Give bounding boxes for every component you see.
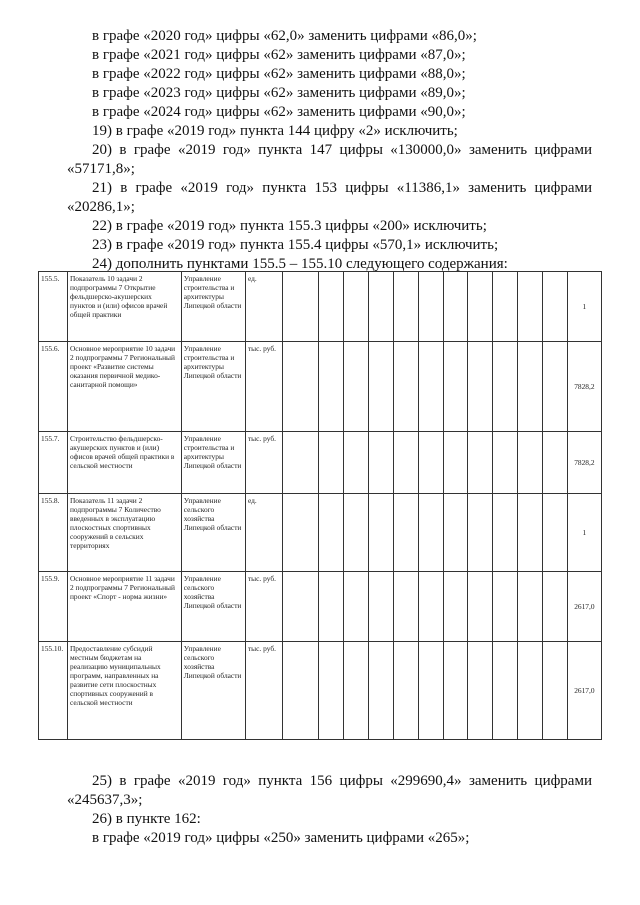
- item-number: 155.8.: [39, 494, 68, 572]
- empty-cell: [468, 494, 493, 572]
- empty-cell: [319, 494, 344, 572]
- empty-cell: [542, 494, 567, 572]
- table-row: [39, 272, 602, 342]
- empty-cell: [443, 432, 468, 494]
- empty-cell: [542, 342, 567, 432]
- item-name: Основное мероприятие 10 задачи 2 подпрограммы 7 Региональный проект «Развитие системы оказания первичной медико-санитарной помощи»: [67, 342, 181, 432]
- empty-cell: [418, 572, 443, 642]
- item-unit: ед.: [245, 494, 282, 572]
- empty-cell: [344, 494, 369, 572]
- empty-cell: [518, 642, 543, 740]
- empty-cell: [319, 272, 344, 342]
- empty-cell: [283, 432, 319, 494]
- empty-cell: [418, 494, 443, 572]
- empty-cell: [319, 432, 344, 494]
- empty-cell: [393, 642, 418, 740]
- item-unit: тыс. руб.: [245, 432, 282, 494]
- item-value-2019: 2617,0: [567, 572, 601, 642]
- table-row: [39, 572, 602, 642]
- empty-cell: [493, 494, 518, 572]
- amendment-item-20-cont: «57171,8»;: [67, 161, 135, 177]
- empty-cell: [418, 342, 443, 432]
- item-unit: ед.: [245, 272, 282, 342]
- item-number: 155.9.: [39, 572, 68, 642]
- empty-cell: [468, 572, 493, 642]
- empty-cell: [418, 272, 443, 342]
- item-value-2019: 2617,0: [567, 642, 601, 740]
- empty-cell: [319, 572, 344, 642]
- amendment-item-20: 20) в графе «2019 год» пункта 147 цифры «130000,0» заменить цифрами: [92, 142, 592, 158]
- item-department: Управление строительства и архитектуры Липецкой области: [181, 272, 245, 342]
- inserted-items-table: [38, 271, 602, 740]
- empty-cell: [542, 272, 567, 342]
- table-row: [39, 642, 602, 740]
- empty-cell: [443, 494, 468, 572]
- empty-cell: [443, 342, 468, 432]
- empty-cell: [283, 272, 319, 342]
- empty-cell: [319, 642, 344, 740]
- empty-cell: [518, 272, 543, 342]
- table-row: [39, 494, 602, 572]
- empty-cell: [369, 432, 394, 494]
- item-department: Управление сельского хозяйства Липецкой области: [181, 572, 245, 642]
- item-value-2019: 7828,2: [567, 342, 601, 432]
- empty-cell: [493, 432, 518, 494]
- empty-cell: [393, 342, 418, 432]
- empty-cell: [369, 572, 394, 642]
- empty-cell: [283, 642, 319, 740]
- empty-cell: [344, 642, 369, 740]
- empty-cell: [468, 272, 493, 342]
- item-name: Предоставление субсидий местным бюджетам на реализацию муниципальных программ, направленных на развитие сети плоскостных спортивных сооружений в сельской местности: [67, 642, 181, 740]
- empty-cell: [443, 272, 468, 342]
- item-value-2019: 7828,2: [567, 432, 601, 494]
- empty-cell: [493, 642, 518, 740]
- amendment-item-23: 23) в графе «2019 год» пункта 155.4 цифры «570,1» исключить;: [92, 237, 499, 253]
- amendment-item-24: 24) дополнить пунктами 155.5 – 155.10 следующего содержания:: [92, 256, 508, 272]
- amendment-line: в графе «2019 год» цифры «250» заменить цифрами «265»;: [92, 830, 470, 846]
- empty-cell: [319, 342, 344, 432]
- empty-cell: [393, 572, 418, 642]
- empty-cell: [344, 272, 369, 342]
- empty-cell: [283, 342, 319, 432]
- empty-cell: [493, 572, 518, 642]
- item-number: 155.7.: [39, 432, 68, 494]
- empty-cell: [518, 572, 543, 642]
- item-name: Показатель 10 задачи 2 подпрограммы 7 Открытие фельдшерско-акушерских пунктов и (или) офисов врачей общей практики: [67, 272, 181, 342]
- amendment-item-22: 22) в графе «2019 год» пункта 155.3 цифры «200» исключить;: [92, 218, 487, 234]
- table-row: [39, 432, 602, 494]
- empty-cell: [393, 272, 418, 342]
- empty-cell: [369, 494, 394, 572]
- empty-cell: [542, 432, 567, 494]
- amendment-line: в графе «2022 год» цифры «62» заменить цифрами «88,0»;: [92, 66, 466, 82]
- empty-cell: [369, 272, 394, 342]
- empty-cell: [344, 572, 369, 642]
- empty-cell: [443, 642, 468, 740]
- amendment-item-26: 26) в пункте 162:: [92, 811, 201, 827]
- amendment-item-25-cont: «245637,3»;: [67, 792, 143, 808]
- empty-cell: [344, 432, 369, 494]
- item-unit: тыс. руб.: [245, 642, 282, 740]
- item-value-2019: 1: [567, 494, 601, 572]
- item-number: 155.5.: [39, 272, 68, 342]
- empty-cell: [468, 432, 493, 494]
- empty-cell: [493, 272, 518, 342]
- table-row: [39, 342, 602, 432]
- item-department: Управление сельского хозяйства Липецкой области: [181, 494, 245, 572]
- empty-cell: [418, 432, 443, 494]
- amendment-line: в графе «2023 год» цифры «62» заменить цифрами «89,0»;: [92, 85, 466, 101]
- item-name: Основное мероприятие 11 задачи 2 подпрограммы 7 Региональный проект «Спорт - норма жизни»: [67, 572, 181, 642]
- empty-cell: [542, 572, 567, 642]
- empty-cell: [518, 342, 543, 432]
- amendment-item-25: 25) в графе «2019 год» пункта 156 цифры «299690,4» заменить цифрами: [92, 773, 592, 789]
- amendment-line: в графе «2021 год» цифры «62» заменить цифрами «87,0»;: [92, 47, 466, 63]
- amendment-item-21-cont: «20286,1»;: [67, 199, 135, 215]
- empty-cell: [518, 432, 543, 494]
- amendment-line: в графе «2024 год» цифры «62» заменить цифрами «90,0»;: [92, 104, 466, 120]
- empty-cell: [468, 342, 493, 432]
- empty-cell: [344, 342, 369, 432]
- empty-cell: [369, 342, 394, 432]
- empty-cell: [542, 642, 567, 740]
- amendment-line: в графе «2020 год» цифры «62,0» заменить цифрами «86,0»;: [92, 28, 477, 44]
- item-value-2019: 1: [567, 272, 601, 342]
- amendment-item-21: 21) в графе «2019 год» пункта 153 цифры «11386,1» заменить цифрами: [92, 180, 592, 196]
- item-unit: тыс. руб.: [245, 342, 282, 432]
- item-department: Управление сельского хозяйства Липецкой области: [181, 642, 245, 740]
- empty-cell: [493, 342, 518, 432]
- empty-cell: [283, 572, 319, 642]
- item-name: Показатель 11 задачи 2 подпрограммы 7 Количество введенных в эксплуатацию плоскостных спортивных сооружений в сельских территориях: [67, 494, 181, 572]
- empty-cell: [283, 494, 319, 572]
- empty-cell: [443, 572, 468, 642]
- item-number: 155.10.: [39, 642, 68, 740]
- empty-cell: [418, 642, 443, 740]
- empty-cell: [468, 642, 493, 740]
- empty-cell: [393, 494, 418, 572]
- empty-cell: [393, 432, 418, 494]
- item-department: Управление строительства и архитектуры Липецкой области: [181, 342, 245, 432]
- empty-cell: [518, 494, 543, 572]
- item-name: Строительство фельдшерско-акушерских пунктов и (или) офисов врачей общей практики в сельской местности: [67, 432, 181, 494]
- item-department: Управление строительства и архитектуры Липецкой области: [181, 432, 245, 494]
- amendment-item-19: 19) в графе «2019 год» пункта 144 цифру «2» исключить;: [92, 123, 458, 139]
- empty-cell: [369, 642, 394, 740]
- item-unit: тыс. руб.: [245, 572, 282, 642]
- item-number: 155.6.: [39, 342, 68, 432]
